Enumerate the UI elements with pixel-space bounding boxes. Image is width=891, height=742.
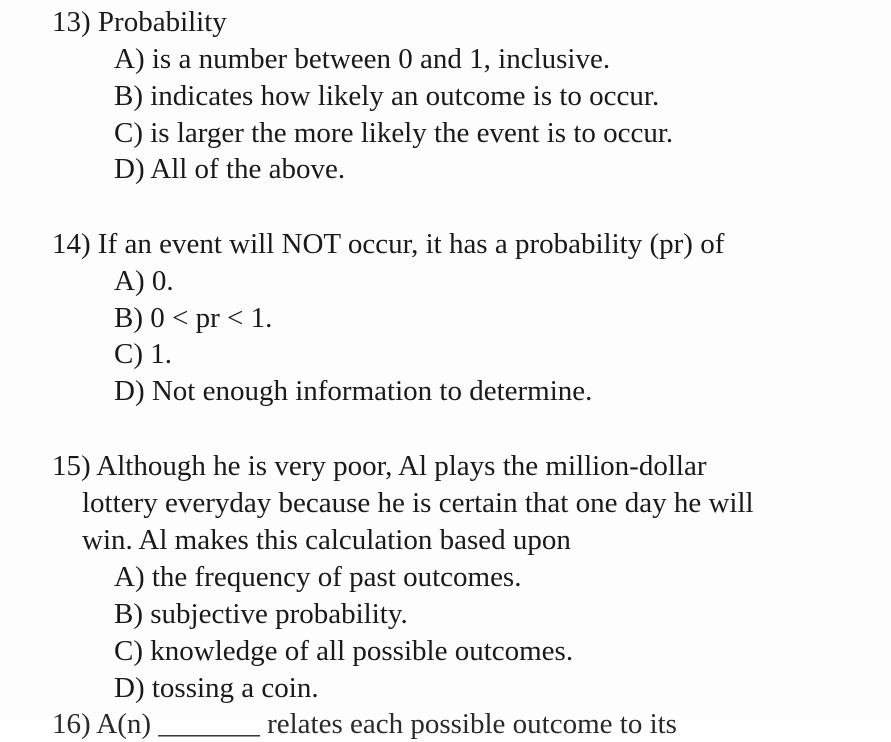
question-13-option-c: C) is larger the more likely the event is to occur. bbox=[114, 117, 674, 149]
question-13-stem: 13) Probability bbox=[52, 6, 227, 38]
question-13-option-a: A) is a number between 0 and 1, inclusive. bbox=[114, 43, 611, 75]
question-15-stem-line-3: win. Al makes this calculation based upon bbox=[82, 524, 571, 556]
question-14-option-c: C) 1. bbox=[114, 338, 172, 370]
question-16-cutoff bbox=[0, 700, 891, 740]
question-13-option-b: B) indicates how likely an outcome is to occur. bbox=[114, 80, 660, 112]
question-15-option-b: B) subjective probability. bbox=[114, 598, 408, 630]
question-14-option-b: B) 0 < pr < 1. bbox=[114, 302, 273, 334]
question-14-option-a: A) 0. bbox=[114, 265, 174, 297]
question-15-option-c: C) knowledge of all possible outcomes. bbox=[114, 635, 574, 667]
question-15-option-d: D) tossing a coin. bbox=[114, 672, 319, 704]
question-14-stem: 14) If an event will NOT occur, it has a probability (pr) of bbox=[52, 228, 725, 260]
question-15-stem-line-1: 15) Although he is very poor, Al plays the million-dollar bbox=[52, 450, 707, 482]
question-15-option-a: A) the frequency of past outcomes. bbox=[114, 561, 522, 593]
question-16-stem-partial: 16) A(n) _______ relates each possible outcome to its bbox=[52, 708, 677, 740]
question-15-stem-line-2: lottery everyday because he is certain that one day he will bbox=[82, 487, 754, 519]
question-14-option-d: D) Not enough information to determine. bbox=[114, 375, 593, 407]
question-13-option-d: D) All of the above. bbox=[114, 153, 346, 185]
